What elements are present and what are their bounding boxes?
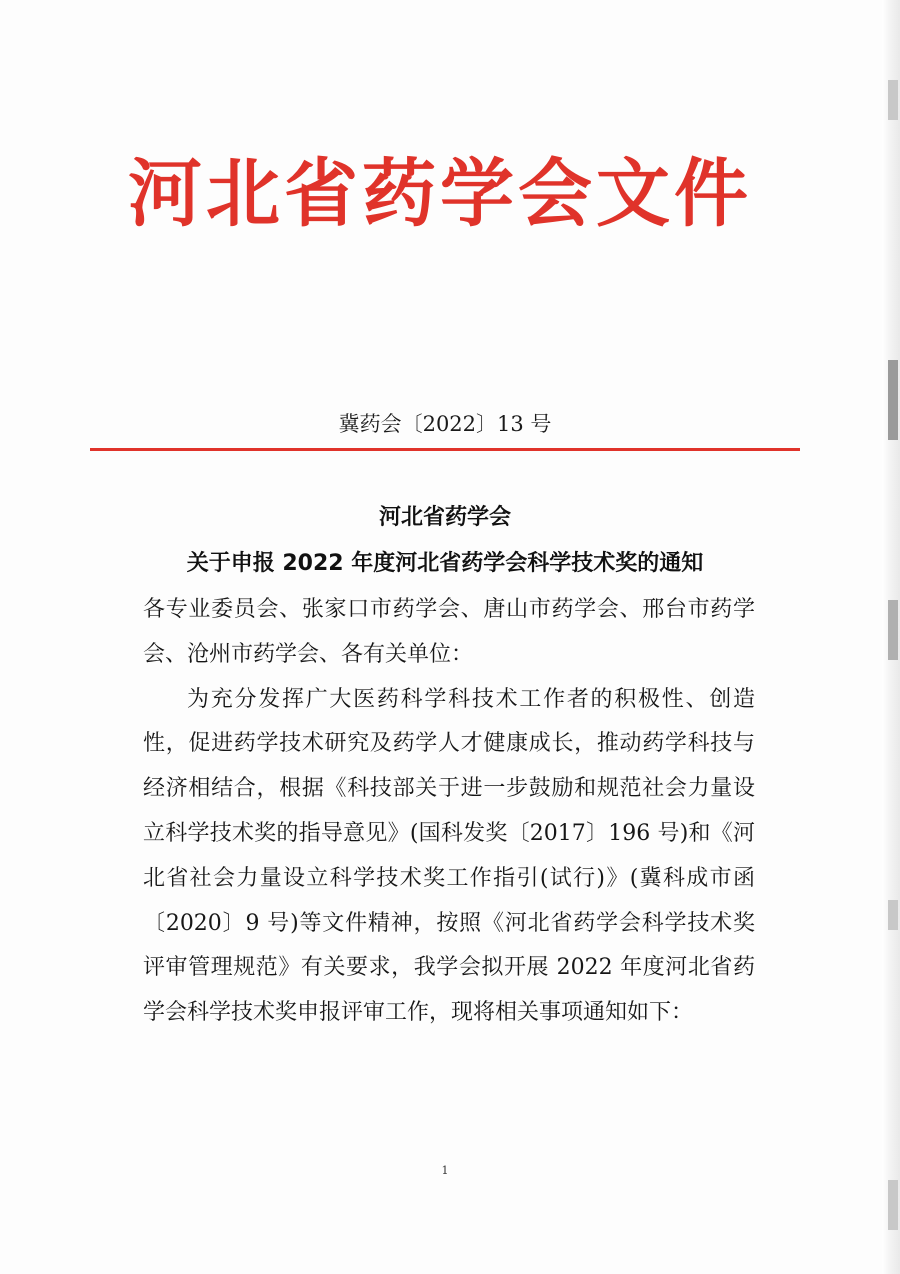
notice-title: 关于申报 2022 年度河北省药学会科学技术奖的通知 (186, 551, 704, 576)
document-number: 冀药会〔2022〕13 号 (338, 412, 552, 436)
page-number: 1 (441, 1164, 449, 1177)
red-divider-line (90, 448, 800, 451)
notice-body (143, 588, 755, 1036)
organization-title: 河北省药学会 (378, 505, 511, 530)
salutation-paragraph: 各专业委员会、张家口市药学会、唐山市药学会、邢台市药学会、沧州市药学会、各有关单位： (143, 597, 755, 667)
scan-edge-artifact (882, 0, 900, 1274)
intro-paragraph: 为充分发挥广大医药科学科技术工作者的积极性、创造性，促进药学技术研究及药学人才健康成长，推动药学科技与经济相结合，根据《科技部关于进一步鼓励和规范社会力量设立科学技术奖的指导意见》(国科发奖〔2017〕196 号)和《河北省社会力量设立科学技术奖工作指引(试行)》(冀科成市函〔2020〕9 号)等文件精神，按照《河北省药学会科学技术奖评审管理规范》有关要求，我学会拟开展 2022 年度河北省药学会科学技术奖申报评审工作，现将相关事项通知如下： (143, 686, 755, 1026)
document-masthead: 河北省药学会文件 (128, 151, 752, 237)
